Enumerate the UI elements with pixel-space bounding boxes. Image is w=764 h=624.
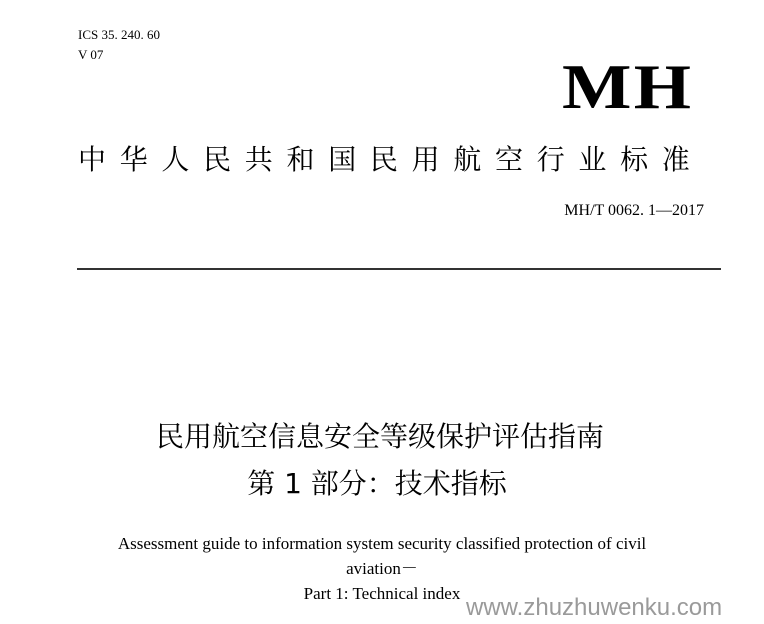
document-title-en-line2: aviation－ [346,559,418,578]
standard-category-title: 中华人民共和国民用航空行业标准 [78,143,704,176]
header-divider [77,268,721,270]
site-watermark: www.zhuzhuwenku.com [466,594,723,621]
ccs-code: V 07 [78,47,104,62]
document-title-cn-line2: 第 1 部分：技术指标 [247,467,507,500]
document-title-cn-line1: 民用航空信息安全等级保护评估指南 [155,420,604,453]
document-title-en-line3: Part 1: Technical index [303,584,461,603]
ics-code: ICS 35. 240. 60 [78,27,160,42]
standard-number: MH/T 0062. 1—2017 [564,202,704,219]
document-title-en-line1: Assessment guide to information system security classified protection of civil [117,534,647,553]
mh-logo: MH [562,51,694,122]
